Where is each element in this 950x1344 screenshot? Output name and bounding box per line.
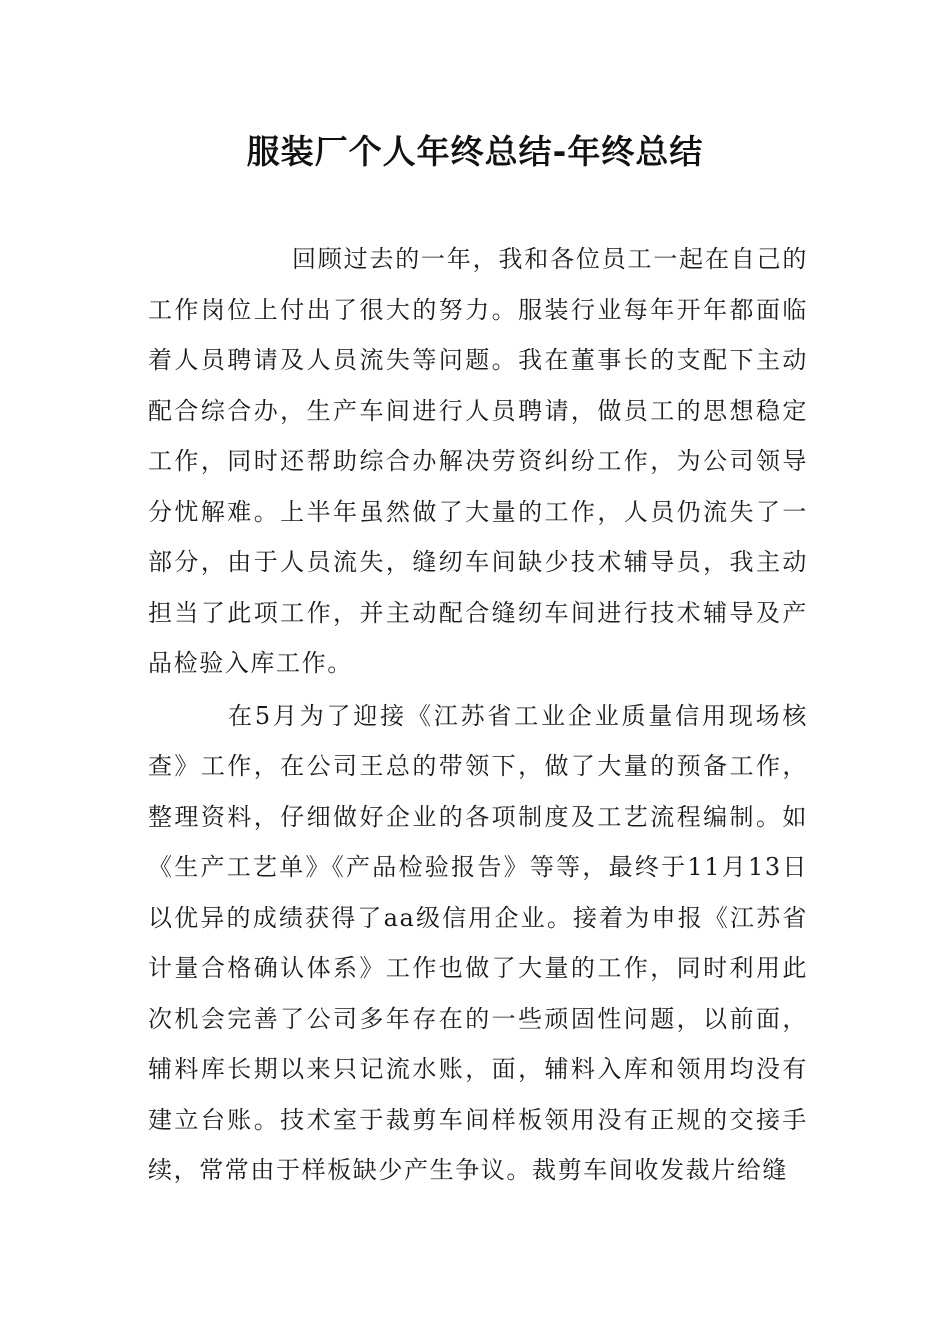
document-body xyxy=(148,234,808,1196)
paragraph-2: 在5月为了迎接《江苏省工业企业质量信用现场核查》工作，在公司王总的带领下，做了大量的预备工作，整理资料，仔细做好企业的各项制度及工艺流程编制。如《生产工艺单》《产品检验报告》等等，最终于11月13日以优异的成绩获得了aa级信用企业。接着为申报《江苏省计量合格确认体系》工作也做了大量的工作，同时利用此次机会完善了公司多年存在的一些顽固性问题，以前面，辅料库长期以来只记流水账，面，辅料入库和领用均没有建立台账。技术室于裁剪车间样板领用没有正规的交接手续，常常由于样板缺少产生争议。裁剪车间收发裁片给缝 xyxy=(148,701,808,1184)
document-title: 服装厂个人年终总结-年终总结 xyxy=(246,132,704,171)
paragraph-1: 回顾过去的一年，我和各位员工一起在自己的工作岗位上付出了很大的努力。服装行业每年开年都面临着人员聘请及人员流失等问题。我在董事长的支配下主动配合综合办，生产车间进行人员聘请，做员工的思想稳定工作，同时还帮助综合办解决劳资纠纷工作，为公司领导分忧解难。上半年虽然做了大量的工作，人员仍流失了一部分，由于人员流失，缝纫车间缺少技术辅导员，我主动担当了此项工作，并主动配合缝纫车间进行技术辅导及产品检验入库工作。 xyxy=(148,245,808,677)
